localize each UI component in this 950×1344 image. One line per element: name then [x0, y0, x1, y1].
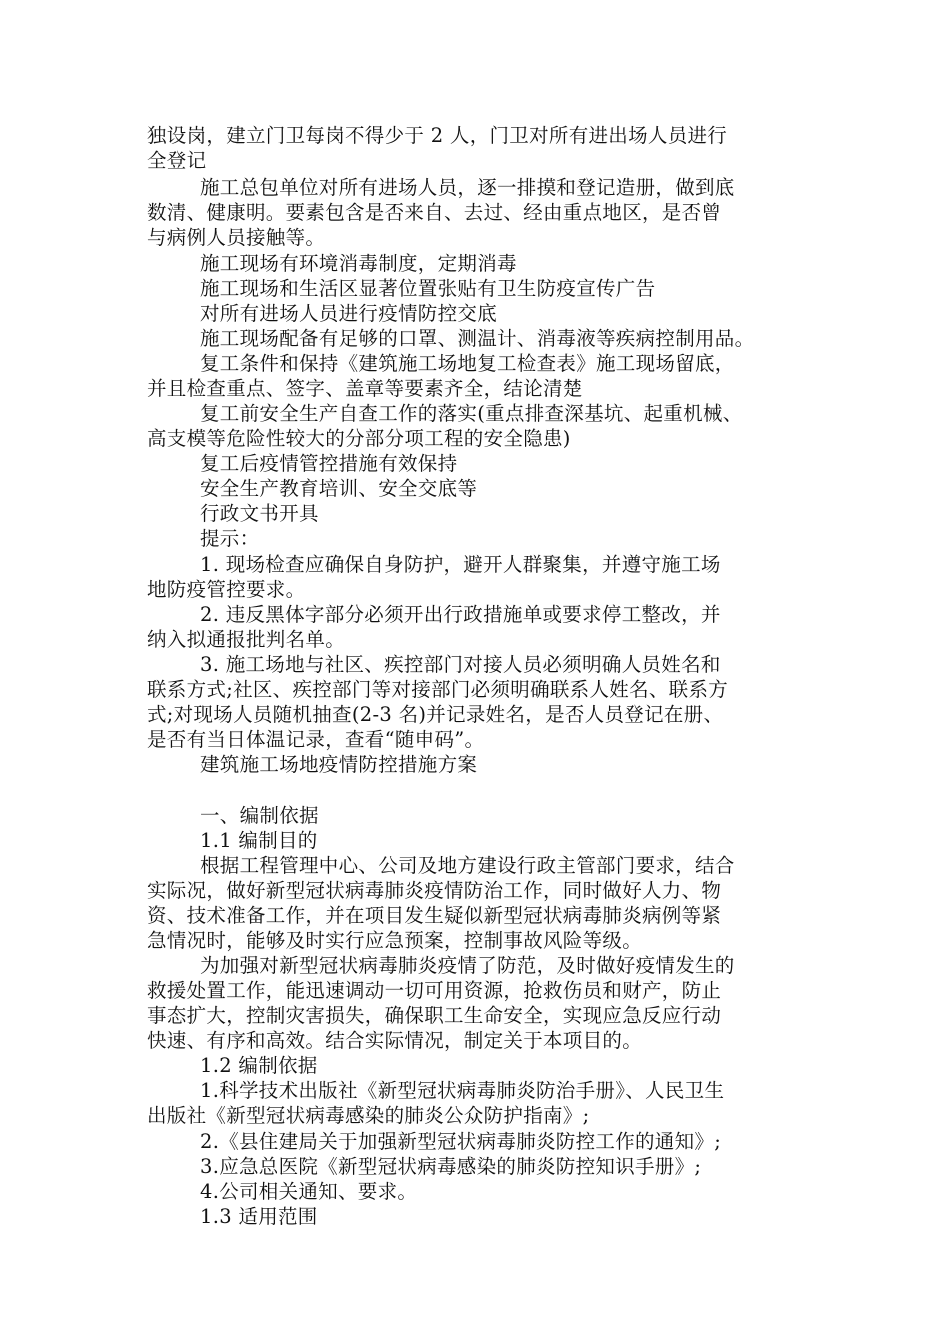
subsection-heading: 1.1 编制目的 [200, 829, 318, 852]
text-line: 施工现场配备有足够的口罩、测温计、消毒液等疾病控制用品。 [200, 327, 755, 350]
text-line: 急情况时，能够及时实行应急预案，控制事故风险等级。 [147, 929, 643, 952]
text-line: 与病例人员接触等。 [147, 226, 326, 249]
subsection-heading: 1.2 编制依据 [200, 1054, 318, 1077]
text-line: 实际况，做好新型冠状病毒肺炎疫情防治工作，同时做好人力、物 [147, 879, 722, 902]
text-line: 出版社《新型冠状病毒感染的肺炎公众防护指南》; [147, 1104, 590, 1127]
text-line: 2. 违反黑体字部分必须开出行政措施单或要求停工整改，并 [200, 603, 721, 626]
text-line: 3. 施工场地与社区、疾控部门对接人员必须明确人员姓名和 [200, 653, 721, 676]
text-line: 地防疫管控要求。 [147, 578, 306, 601]
document-subtitle: 建筑施工场地疫情防控措施方案 [200, 753, 478, 776]
section-heading: 一、编制依据 [200, 804, 319, 827]
text-line: 1.科学技术出版社《新型冠状病毒肺炎防治手册》、人民卫生 [200, 1079, 725, 1102]
text-line: 复工条件和保持《建筑施工场地复工检查表》施工现场留底， [200, 352, 735, 375]
text-line: 为加强对新型冠状病毒肺炎疫情了防范，及时做好疫情发生的 [200, 954, 735, 977]
text-line: 3.应急总医院《新型冠状病毒感染的肺炎防控知识手册》; [200, 1155, 702, 1178]
text-line: 1. 现场检查应确保自身防护，避开人群聚集，并遵守施工场 [200, 553, 721, 576]
text-line: 根据工程管理中心、公司及地方建设行政主管部门要求，结合 [200, 854, 735, 877]
text-line: 施工总包单位对所有进场人员，逐一排摸和登记造册，做到底 [200, 176, 735, 199]
text-line: 高支模等危险性较大的分部分项工程的安全隐患) [147, 427, 571, 450]
text-line: 是否有当日体温记录，查看“随申码”。 [147, 728, 485, 751]
text-line: 行政文书开具 [200, 502, 319, 525]
text-line: 快速、有序和高效。结合实际情况，制定关于本项目的。 [147, 1029, 643, 1052]
text-line: 复工后疫情管控措施有效保持 [200, 452, 458, 475]
text-line: 救援处置工作，能迅速调动一切可用资源，抢救伤员和财产，防止 [147, 979, 722, 1002]
text-line: 联系方式;社区、疾控部门等对接部门必须明确联系人姓名、联系方 [147, 678, 729, 701]
subsection-heading: 1.3 适用范围 [200, 1205, 318, 1228]
text-line: 安全生产教育培训、安全交底等 [200, 477, 478, 500]
text-line: 纳入拟通报批判名单。 [147, 628, 346, 651]
text-line: 独设岗，建立门卫每岗不得少于 2 人，门卫对所有进出场人员进行 [147, 124, 728, 147]
text-line: 施工现场和生活区显著位置张贴有卫生防疫宣传广告 [200, 277, 656, 300]
text-line: 提示： [200, 527, 260, 550]
text-line: 资、技术准备工作，并在项目发生疑似新型冠状病毒肺炎病例等紧 [147, 904, 722, 927]
text-line: 事态扩大，控制灾害损失，确保职工生命安全，实现应急反应行动 [147, 1004, 722, 1027]
text-line: 式;对现场人员随机抽查(2-3 名)并记录姓名，是否人员登记在册、 [147, 703, 724, 726]
text-line: 数清、健康明。要素包含是否来自、去过、经由重点地区，是否曾 [147, 201, 722, 224]
text-line: 施工现场有环境消毒制度，定期消毒 [200, 252, 517, 275]
text-line: 2.《县住建局关于加强新型冠状病毒肺炎防控工作的通知》; [200, 1130, 722, 1153]
text-line: 对所有进场人员进行疫情防控交底 [200, 302, 498, 325]
text-line: 复工前安全生产自查工作的落实(重点排查深基坑、起重机械、 [200, 402, 743, 425]
text-line: 4.公司相关通知、要求。 [200, 1180, 418, 1203]
text-line: 并且检查重点、签字、盖章等要素齐全，结论清楚 [147, 377, 583, 400]
text-line: 全登记 [147, 149, 207, 172]
